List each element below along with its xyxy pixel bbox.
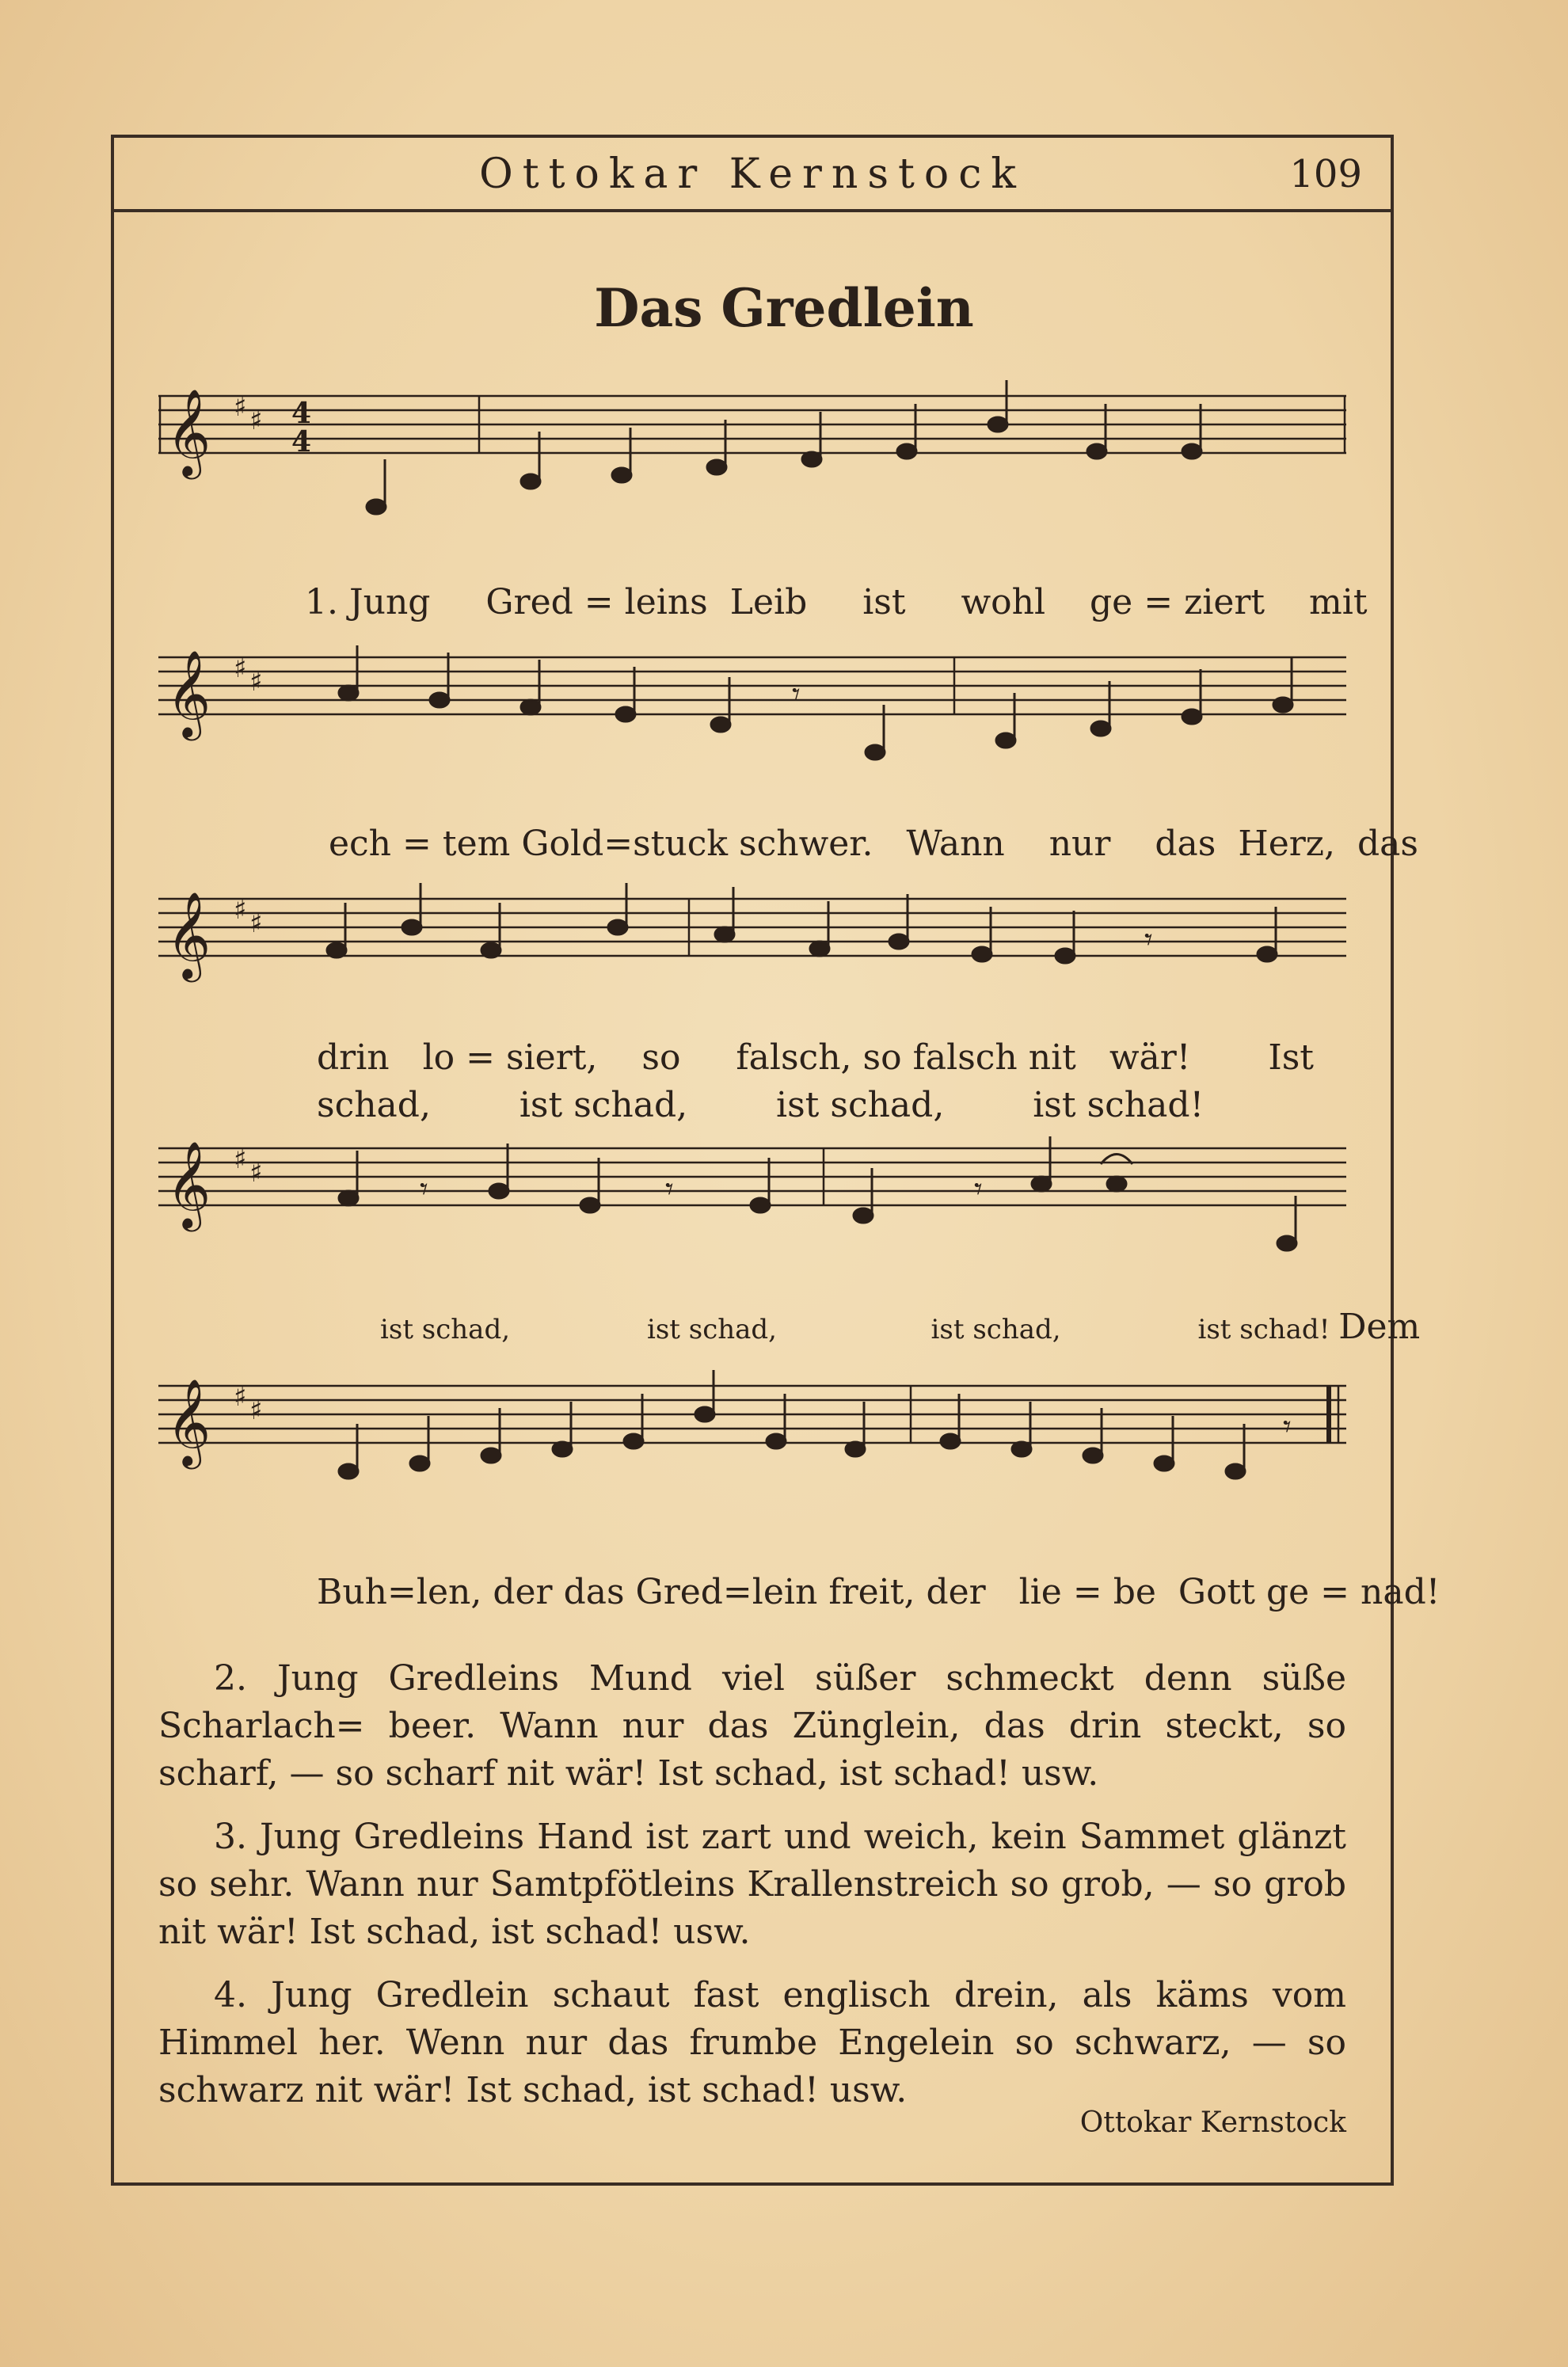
sharp-icon: ♯ (249, 1395, 263, 1426)
treble-clef-icon: 𝄞 (166, 1379, 211, 1466)
rest-icon: 𝄾 (792, 676, 801, 713)
treble-clef-icon: 𝄞 (166, 892, 211, 979)
staff-system-4 (158, 1125, 1346, 1330)
sharp-icon: ♯ (234, 391, 247, 423)
sharp-icon: ♯ (249, 405, 263, 436)
sharp-icon: ♯ (249, 1157, 263, 1189)
time-sig-top: 4 (291, 397, 312, 430)
sharp-icon: ♯ (234, 1381, 247, 1413)
header-title: Ottokar Kernstock (479, 150, 1026, 198)
verse-4: 4. Jung Gredlein schaut fast englisch drein, als käms vom Himmel her. Wenn nur das frumbe Engelein so schwarz, — so schwarz nit wär! Ist schad, ist schad! usw. (158, 1975, 1346, 2110)
rest-icon: 𝄾 (974, 1171, 983, 1208)
sharp-icon: ♯ (234, 1144, 247, 1175)
verse-3: 3. Jung Gredleins Hand ist zart und weich, kein Sammet glänzt so sehr. Wann nur Samtpfötleins Krallenstreich so grob, — so grob nit wär! Ist schad, ist schad! usw. (158, 1817, 1346, 1952)
page-header (111, 135, 1394, 212)
lyrics-line-1: 1. Jung Gred = leins Leib ist wohl ge = ziert mit (305, 582, 1368, 622)
sharp-icon: ♯ (249, 908, 263, 939)
lyrics-line-2: ech = tem Gold=stuck schwer. Wann nur das Herz, das (329, 824, 1418, 864)
rest-icon: 𝄾 (1144, 922, 1153, 958)
staff-system-2 (158, 634, 1346, 839)
treble-clef-icon: 𝄞 (166, 389, 211, 476)
staff-system-5 (158, 1362, 1346, 1568)
lyrics-line-3a: drin lo = siert, so falsch, so falsch nit wär! Ist (317, 1037, 1314, 1078)
lyrics-line-3b: schad, ist schad, ist schad, ist schad! (317, 1085, 1205, 1125)
music-staff-1 (158, 372, 1346, 578)
rest-icon: 𝄾 (1283, 1409, 1292, 1445)
treble-clef-icon: 𝄞 (166, 650, 211, 737)
verse-2: 2. Jung Gredleins Mund viel süßer schmeckt denn süße Scharlach= beer. Wann nur das Zünglein, das drin steckt, so scharf, — so scharf nit wär! Ist schad, ist schad! usw. (158, 1658, 1346, 1794)
lyrics-line-5: Buh=len, der das Gred=lein freit, der lie = be Gott ge = nad! (317, 1572, 1441, 1612)
page-number: 109 (1289, 152, 1362, 196)
sharp-icon: ♯ (234, 894, 247, 926)
treble-clef-icon: 𝄞 (166, 1141, 211, 1228)
sharp-icon: ♯ (234, 653, 247, 684)
rest-icon: 𝄾 (420, 1171, 428, 1208)
rest-icon: 𝄾 (665, 1171, 674, 1208)
staff-system-1 (158, 372, 1346, 578)
song-title: Das Gredlein (594, 277, 974, 339)
author-signature: Ottokar Kernstock (1079, 2106, 1346, 2139)
sharp-icon: ♯ (249, 666, 263, 698)
lyrics-line-4: ist schad, ist schad, ist schad, ist schad! Dem (380, 1307, 1421, 1347)
time-sig-bottom: 4 (291, 425, 312, 459)
notes-system-1 (367, 380, 1201, 514)
